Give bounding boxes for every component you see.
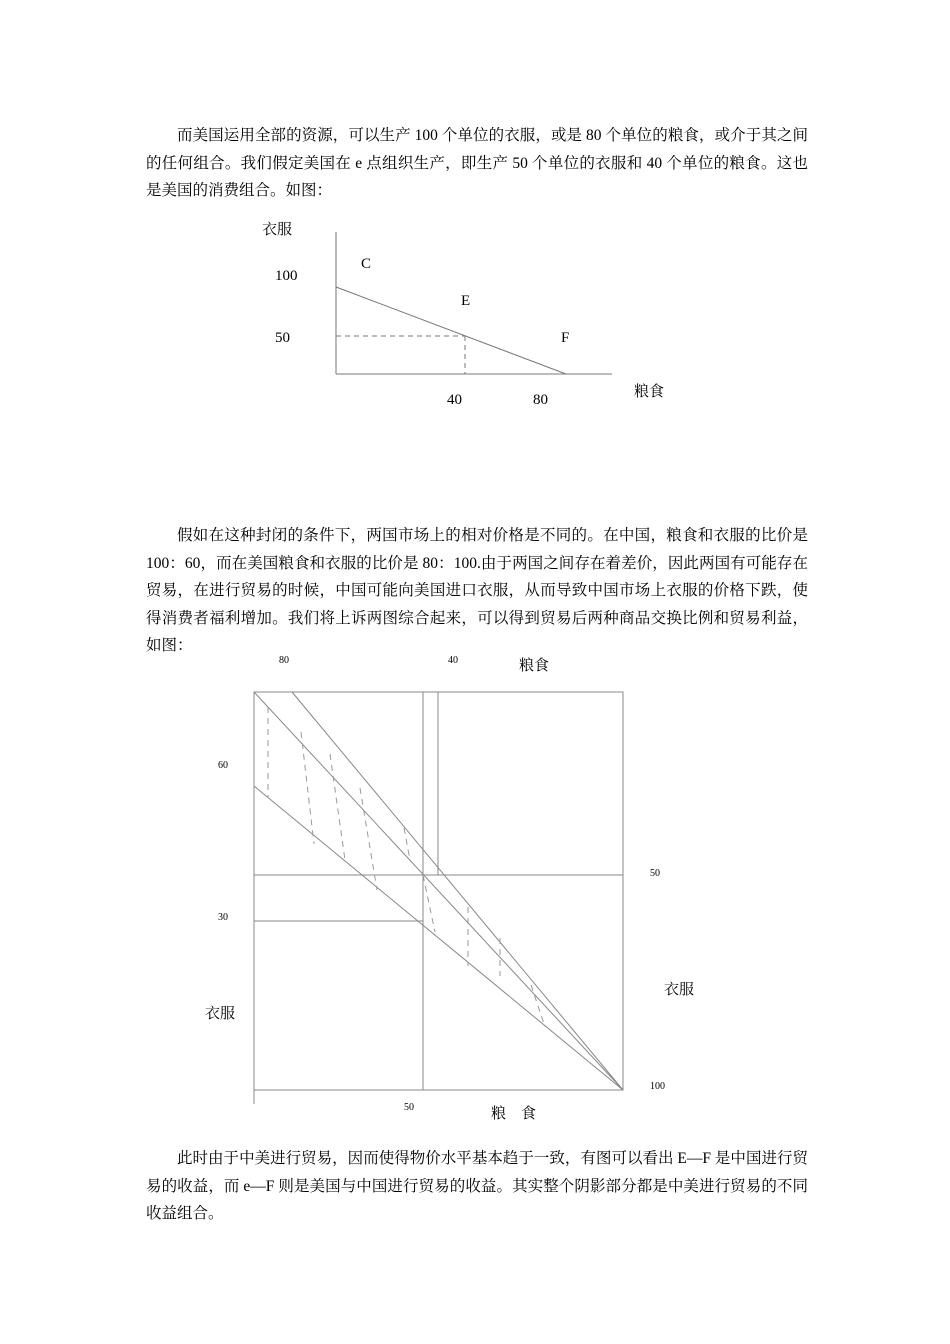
figure-2-top-tick-40: 40 [448, 655, 458, 666]
figure-1-x-axis-label: 粮食 [634, 384, 665, 400]
figure-2-left-axis-label: 衣服 [205, 1006, 236, 1022]
figure-2-diagonal-3 [292, 692, 623, 1090]
figure-1-point-c: C [361, 256, 372, 272]
paragraph-trade-comparison: 假如在这种封闭的条件下，两国市场上的相对价格是不同的。在中国，粮食和衣服的比价是 100：60，而在美国粮食和衣服的比价是 80：100.由于两国之间存在着差价，因此两国有可能存在贸易，在进行贸易的时候，中国可能向美国进口衣服，从而导致中国市场上衣服的价格下跌，使得消费者福利增加。我们将上诉两图综合起来，可以得到贸易后两种商品交换比例和贸易利益，如图： [146, 527, 808, 654]
figure-2-bottom-tick-50: 50 [404, 1102, 414, 1113]
figure-2-left-tick-30: 30 [218, 912, 228, 923]
figure-2-right-tick-100: 100 [650, 1081, 665, 1092]
figure-1-x-tick-40: 40 [447, 392, 462, 408]
figure-2-shaded-dashes [268, 707, 545, 1027]
figure-2-top-tick-80: 80 [279, 655, 289, 666]
paragraph-trade-conclusion: 此时由于中美进行贸易，因而使得物价水平基本趋于一致，有图可以看出 E—F 是中国进行贸易的收益，而 e—F 则是美国与中国进行贸易的收益。其实整个阴影部分都是中美进行贸易的不同收益组合。 [146, 1150, 808, 1222]
figure-2-left-tick-60: 60 [218, 760, 228, 771]
figure-1-point-e: E [461, 293, 471, 309]
figure-2-right-axis-label: 衣服 [664, 982, 695, 998]
figure-1-x-tick-80: 80 [533, 392, 548, 408]
figure-2-bottom-axis-label: 粮 食 [491, 1106, 537, 1122]
figure-2-right-tick-50: 50 [650, 868, 660, 879]
figure-1-y-tick-100: 100 [275, 268, 298, 284]
figure-1-point-f: F [561, 330, 570, 346]
figure-1-y-tick-50: 50 [275, 330, 290, 346]
figure-1-y-axis-label: 衣服 [262, 222, 293, 238]
paragraph-us-production: 而美国运用全部的资源，可以生产 100 个单位的衣服，或是 80 个单位的粮食，或介于其之间的任何组合。我们假定美国在 e 点组织生产，即生产 50 个单位的衣服和 40 个单位的粮食。这也是美国的消费组合。如图： [146, 127, 808, 199]
figure-2-top-axis-label: 粮食 [519, 658, 550, 674]
